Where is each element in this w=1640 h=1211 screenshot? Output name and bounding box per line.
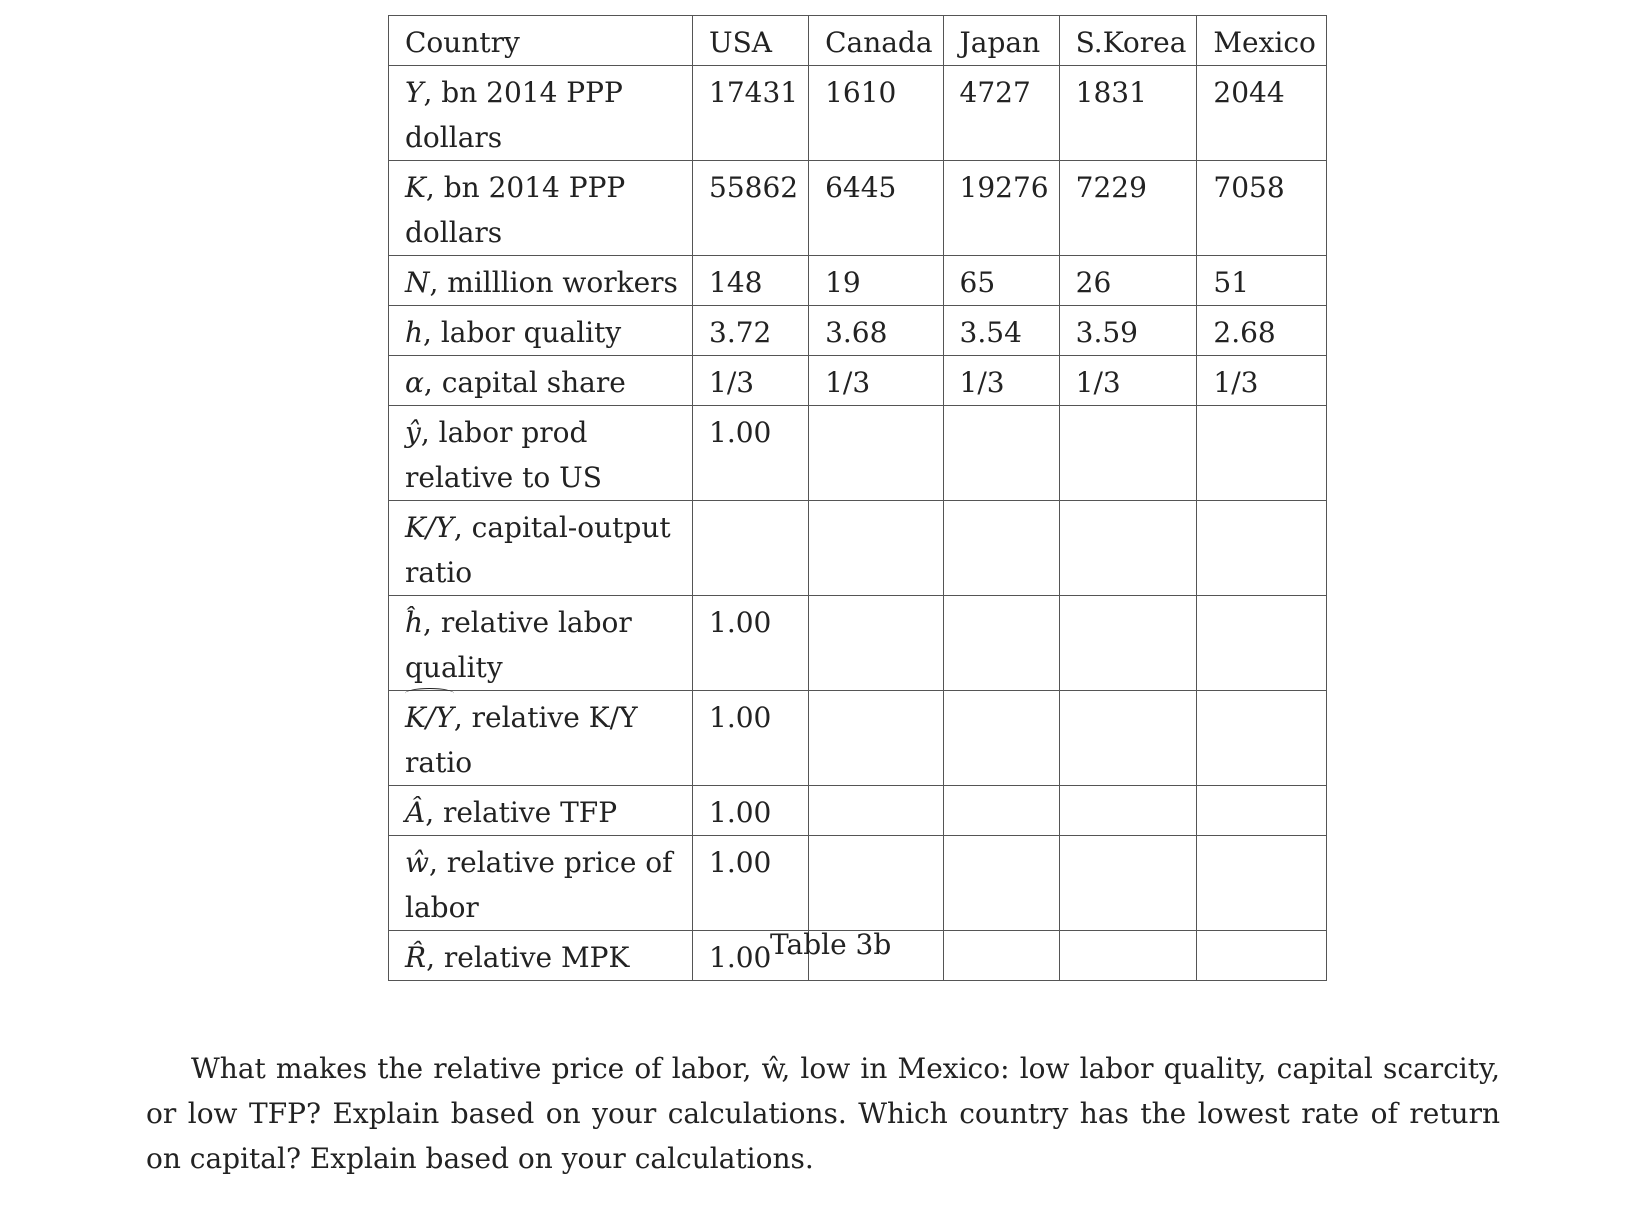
- table-cell: 1/3: [943, 356, 1059, 406]
- table-cell: 7058: [1197, 161, 1327, 256]
- row-label-text: , relative K/Y ratio: [405, 701, 638, 779]
- table-row: [389, 306, 1327, 356]
- row-symbol: K: [405, 171, 426, 204]
- row-label: [389, 931, 693, 981]
- header-cell: Country: [389, 16, 693, 66]
- row-label-text: , bn 2014 PPP dollars: [405, 76, 623, 154]
- table-row: [389, 161, 1327, 256]
- row-label: [389, 161, 693, 256]
- table-cell: [1059, 836, 1197, 931]
- table-cell: [1059, 596, 1197, 691]
- table-cell: [1197, 691, 1327, 786]
- row-label-text: , capital-output ratio: [405, 511, 671, 589]
- table-cell: [1059, 786, 1197, 836]
- row-symbol: ĥ: [405, 606, 424, 639]
- data-table: [388, 15, 1327, 981]
- table-cell: [943, 786, 1059, 836]
- table-cell: [809, 691, 943, 786]
- table-cell: [943, 836, 1059, 931]
- row-label: [389, 836, 693, 931]
- row-label: [389, 786, 693, 836]
- table-cell: [1197, 786, 1327, 836]
- table-cell: 148: [693, 256, 809, 306]
- table-cell: 17431: [693, 66, 809, 161]
- row-label: [389, 596, 693, 691]
- row-symbol: h: [405, 316, 424, 349]
- table-cell: 2.68: [1197, 306, 1327, 356]
- table-cell: 7229: [1059, 161, 1197, 256]
- row-symbol: K/Y: [405, 695, 454, 740]
- header-cell: Canada: [809, 16, 943, 66]
- header-cell: S.Korea: [1059, 16, 1197, 66]
- table-row: [389, 406, 1327, 501]
- table-cell: 65: [943, 256, 1059, 306]
- table-cell: 55862: [693, 161, 809, 256]
- table-cell: 1/3: [1197, 356, 1327, 406]
- table-row: [389, 786, 1327, 836]
- table-cell: [693, 501, 809, 596]
- table-cell: 51: [1197, 256, 1327, 306]
- row-label: [389, 406, 693, 501]
- table-cell: [809, 836, 943, 931]
- table-header-row: [389, 16, 1327, 66]
- row-label: [389, 691, 693, 786]
- row-symbol: N: [405, 266, 430, 299]
- table-row: [389, 356, 1327, 406]
- row-label: [389, 306, 693, 356]
- table-row: [389, 256, 1327, 306]
- row-label: [389, 501, 693, 596]
- table-cell: [1197, 406, 1327, 501]
- table-cell: [809, 501, 943, 596]
- table-cell: 1610: [809, 66, 943, 161]
- row-label-text: , labor prod relative to US: [405, 416, 602, 494]
- table-cell: 3.68: [809, 306, 943, 356]
- table-cell: 1/3: [693, 356, 809, 406]
- row-symbol: α: [405, 366, 424, 399]
- table-cell: 19276: [943, 161, 1059, 256]
- table-cell: [1197, 836, 1327, 931]
- table-row: [389, 501, 1327, 596]
- row-symbol: K/Y: [405, 511, 454, 544]
- table-cell: [809, 596, 943, 691]
- row-symbol: Â: [405, 796, 426, 829]
- row-label-text: , relative labor quality: [405, 606, 632, 684]
- table-cell: [943, 931, 1059, 981]
- row-label-text: , milllion workers: [429, 266, 678, 299]
- row-label-text: , labor quality: [423, 316, 622, 349]
- table-cell: 1.00: [693, 931, 809, 981]
- row-symbol: R̂: [405, 941, 427, 974]
- table-cell: 19: [809, 256, 943, 306]
- header-cell: Japan: [943, 16, 1059, 66]
- table-cell: [1197, 501, 1327, 596]
- table-cell: [1059, 931, 1197, 981]
- table-cell: 1831: [1059, 66, 1197, 161]
- header-cell: Mexico: [1197, 16, 1327, 66]
- row-label-text: , bn 2014 PPP dollars: [405, 171, 626, 249]
- table-row: [389, 66, 1327, 161]
- table-cell: 6445: [809, 161, 943, 256]
- table-caption: Table 3b: [770, 928, 892, 961]
- table-cell: [943, 691, 1059, 786]
- table-cell: [1059, 406, 1197, 501]
- header-cell: USA: [693, 16, 809, 66]
- table-cell: [809, 406, 943, 501]
- row-symbol: Y: [405, 76, 424, 109]
- row-symbol: ŵ: [405, 846, 429, 879]
- table-row: [389, 836, 1327, 931]
- table-row: [389, 691, 1327, 786]
- row-label-text: , relative TFP: [425, 796, 618, 829]
- table-cell: [1059, 501, 1197, 596]
- table-cell: [1197, 596, 1327, 691]
- table-cell: 1/3: [1059, 356, 1197, 406]
- table-cell: [1059, 691, 1197, 786]
- row-label-text: , relative MPK: [426, 941, 630, 974]
- table-cell: [943, 406, 1059, 501]
- table-cell: [943, 596, 1059, 691]
- row-label-text: , relative price of labor: [405, 846, 673, 924]
- table-row: [389, 596, 1327, 691]
- table-cell: [1197, 931, 1327, 981]
- table-cell: 1/3: [809, 356, 943, 406]
- row-label: [389, 256, 693, 306]
- table-cell: 3.54: [943, 306, 1059, 356]
- row-label: [389, 66, 693, 161]
- table-cell: 1.00: [693, 786, 809, 836]
- table-cell: 26: [1059, 256, 1197, 306]
- row-symbol: ŷ: [405, 416, 421, 449]
- table-cell: 4727: [943, 66, 1059, 161]
- table-cell: [943, 501, 1059, 596]
- question-paragraph: What makes the relative price of labor, ŵ, low in Mexico: low labor quality, capital scarcity, or low TFP? Explain based on your calculations. Which country has the lowest rate of return on capital? Explain based on your calculations.: [146, 1052, 1500, 1175]
- table-cell: 1.00: [693, 596, 809, 691]
- table-cell: [809, 786, 943, 836]
- table-cell: 3.72: [693, 306, 809, 356]
- table-cell: 1.00: [693, 691, 809, 786]
- table-cell: 1.00: [693, 836, 809, 931]
- row-label: [389, 356, 693, 406]
- row-label-text: , capital share: [423, 366, 626, 399]
- table-cell: 2044: [1197, 66, 1327, 161]
- table-cell: 3.59: [1059, 306, 1197, 356]
- table-cell: 1.00: [693, 406, 809, 501]
